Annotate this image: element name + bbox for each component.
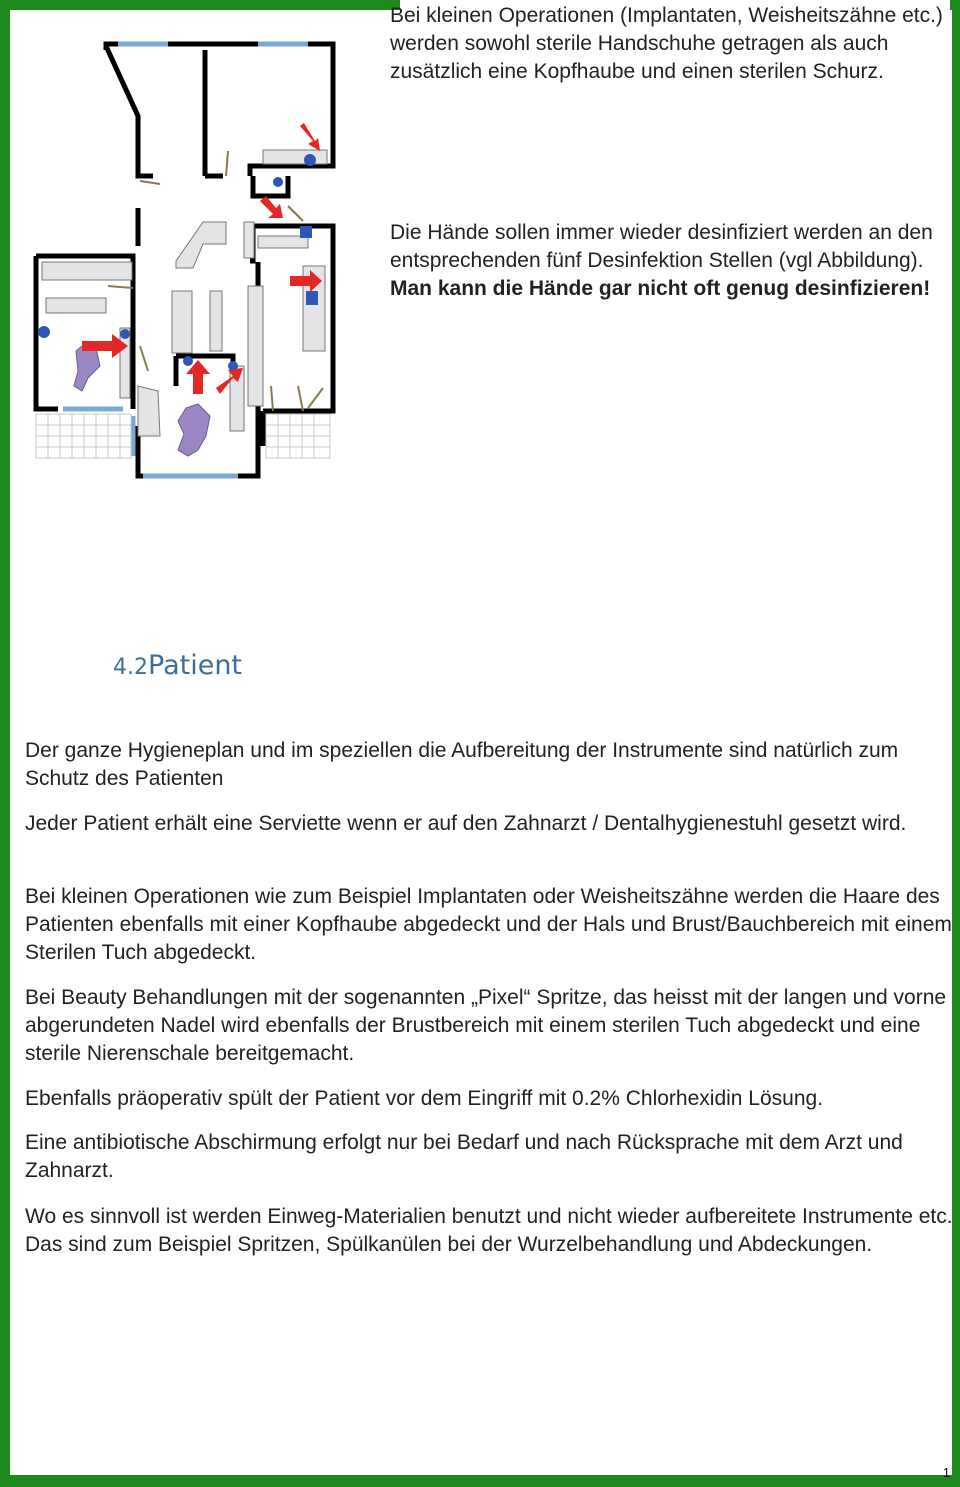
paragraph: Eine antibiotische Abschirmung erfolgt nur bei Bedarf und nach Rücksprache mit dem Arzt und Zahnarzt. [25,1131,903,1182]
plan-furniture [42,150,327,436]
paragraph: Jeder Patient erhält eine Serviette wenn er auf den Zahnarzt / Dentalhygienestuhl gesetzt wird. [25,812,907,835]
paragraph: Bei Beauty Behandlungen mit der sogenannten „Pixel“ Spritze, das heisst mit der langen und vorne abgerundeten Nadel wird ebenfalls der Brustbereich mit einem sterilen Tuch abgedeckt und eine sterile Nierenschale bereitgemacht. [25,986,947,1065]
side-text-disinfection-emphasis: Man kann die Hände gar nicht oft genug desinfizieren! [390,277,931,300]
paragraph: Bei kleinen Operationen wie zum Beispiel Implantaten oder Weisheitszähne werden die Haare des Patienten ebenfalls mit einer Kopfhaube abgedeckt und der Hals und Brust/Bauchbereich mit einem Sterilen Tuch abgedeckt. [25,885,952,964]
paragraph: Ebenfalls präoperativ spült der Patient vor dem Eingriff mit 0.2% Chlorhexidin Lösung. [25,1087,824,1110]
floor-plan-illustration [28,36,348,486]
side-text-disinfection [390,219,945,303]
section-number: 4.2 [113,655,148,680]
page-number: 1 [942,1465,950,1480]
side-text-disinfection-normal: Die Hände sollen immer wieder desinfiziert werden an den entsprechenden fünf Desinfektion Stellen (vgl Abbildung). [390,221,933,272]
paragraph: Der ganze Hygieneplan und im speziellen die Aufbereitung der Instrumente sind natürlich zum Schutz des Patienten [25,739,899,790]
section-heading [113,650,242,681]
section-title: Patient [148,650,243,681]
side-text-operations: Bei kleinen Operationen (Implantaten, Weisheitszähne etc.) werden sowohl sterile Handschuhe getragen als auch zusätzlich eine Kopfhaube und einen sterilen Schurz. [390,4,943,83]
paragraph: Wo es sinnvoll ist werden Einweg-Materialien benutzt und nicht wieder aufbereitete Instrumente etc. Das sind zum Beispiel Spritzen, Spülkanülen bei der Wurzelbehandlung und Abdeckungen. [25,1205,953,1256]
